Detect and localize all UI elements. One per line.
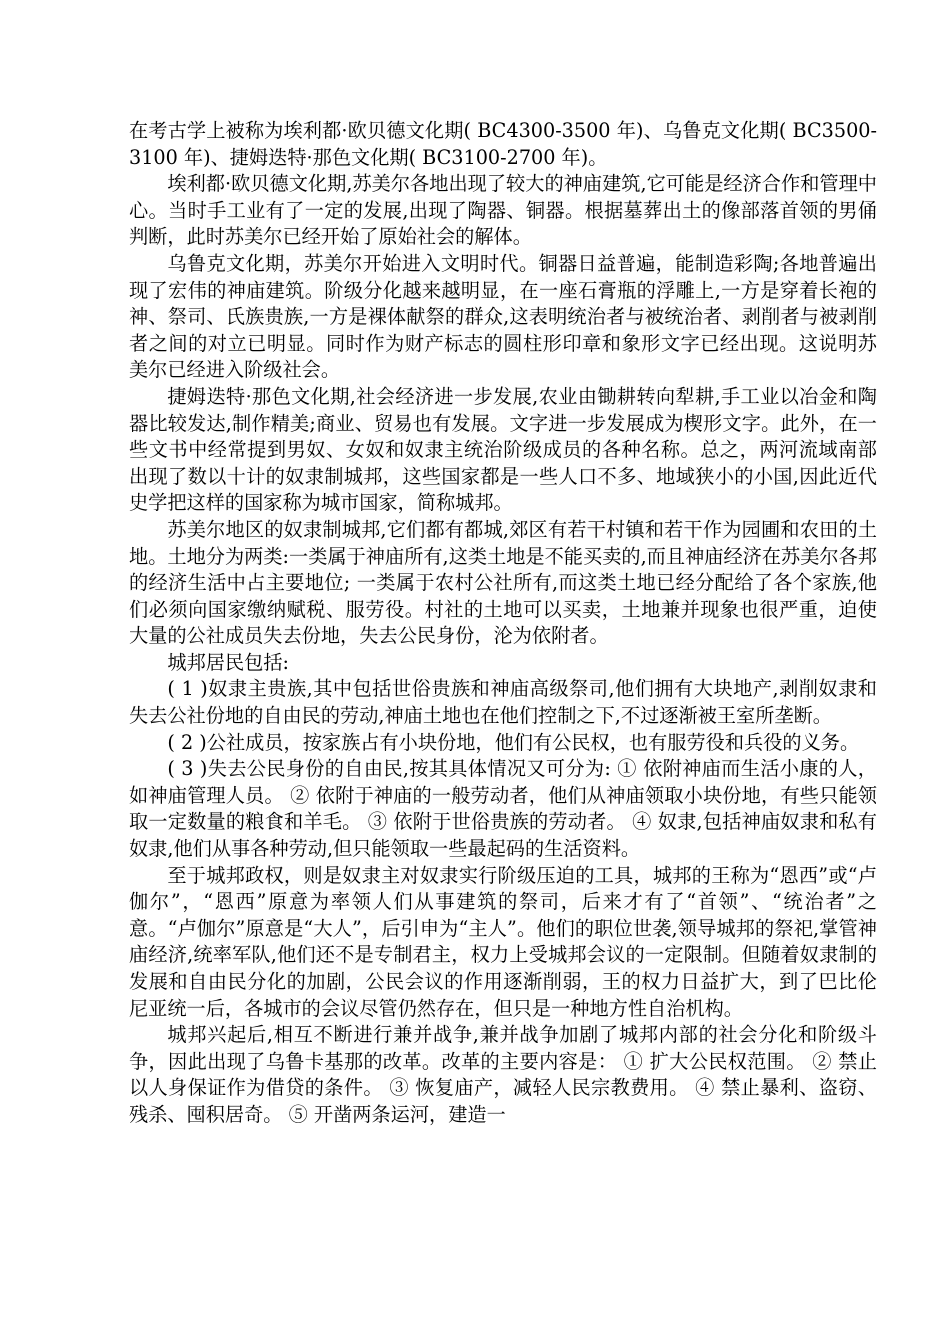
list-item-free-people: ( 3 )失去公民身份的自由民,按其具体情况又可分为: ① 依附神庙而生活小康的人，如神庙管理人员。 ② 依附于神庙的一般劳动者，他们从神庙领取小块份地，有些只能领取一定数量的粮食和羊毛。 ③ 依附于世俗贵族的劳动者。 ④ 奴隶,包括神庙奴隶和私有奴隶,他们从事各种劳动,但只能领取一些最起码的生活资料。 bbox=[129, 757, 877, 861]
paragraph-residents-heading: 城邦居民包括: bbox=[167, 650, 289, 674]
paragraph-sumer-city-states: 苏美尔地区的奴隶制城邦,它们都有都城,郊区有若干村镇和若干作为园圃和农田的土地。土地分为两类:一类属于神庙所有,这类土地是不能买卖的,而且神庙经济在苏美尔各邦的经济生活中占主要地位; 一类属于农村公社所有,而这类土地已经分配给了各个家族,他们必须向国家缴纳赋税、服劳役。村社的土地可以买卖，土地兼并现象也很严重，迫使大量的公社成员失去份地，失去公民身份，沦为依附者。 bbox=[129, 517, 877, 648]
list-item-commune-members: ( 2 )公社成员，按家族占有小块份地，他们有公民权，也有服劳役和兵役的义务。 bbox=[167, 730, 860, 754]
document-body bbox=[129, 118, 877, 1129]
paragraph-city-state-government: 至于城邦政权，则是奴隶主对奴隶实行阶级压迫的工具，城邦的王称为“恩西”或“卢伽尔”，“恩西”原意为率领人们从事建筑的祭司，后来才有了“首领”、“统治者”之意。“卢伽尔”原意是“大人”，后引申为“主人”。他们的职位世袭,领导城邦的祭祀,掌管神庙经济,统率军队,他们还不是专制君主，权力上受城邦会议的一定限制。但随着奴隶制的发展和自由民分化的加剧，公民会议的作用逐渐削弱，王的权力日益扩大，到了巴比伦尼亚统一后，各城市的会议尽管仍然存在，但只是一种地方性自治机构。 bbox=[129, 863, 877, 1020]
list-item-slave-owners: ( 1 )奴隶主贵族,其中包括世俗贵族和神庙高级祭司,他们拥有大块地产,剥削奴隶和失去公社份地的自由民的劳动,神庙土地也在他们控制之下,不过逐渐被王室所垄断。 bbox=[129, 677, 877, 728]
paragraph-culture-periods: 在考古学上被称为埃利都·欧贝德文化期( BC4300-3500 年)、乌鲁克文化期( BC3500-3100 年)、捷姆迭特·那色文化期( BC3100-2700 年)。 bbox=[129, 119, 877, 169]
paragraph-uruk: 乌鲁克文化期，苏美尔开始进入文明时代。铜器日益普遍，能制造彩陶;各地普遍出现了宏伟的神庙建筑。阶级分化越来越明显，在一座石膏瓶的浮雕上,一方是穿着长袍的神、祭司、氏族贵族,一方是裸体献祭的群众,这表明统治者与被统治者、剥削者与被剥削者之间的对立已明显。同时作为财产标志的圆柱形印章和象形文字已经出现。这说明苏美尔已经进入阶级社会。 bbox=[129, 251, 877, 382]
paragraph-urukagina-reform: 城邦兴起后,相互不断进行兼并战争,兼并战争加剧了城邦内部的社会分化和阶级斗争，因此出现了乌鲁卡基那的改革。改革的主要内容是： ① 扩大公民权范围。 ② 禁止以人身保证作为借贷的条件。 ③ 恢复庙产，减轻人民宗教费用。 ④ 禁止暴利、盗窃、残杀、囤积居奇。 ⑤ 开凿两条运河，建造一 bbox=[129, 1023, 877, 1126]
paragraph-eridu-ubaid: 埃利都·欧贝德文化期,苏美尔各地出现了较大的神庙建筑,它可能是经济合作和管理中心。当时手工业有了一定的发展,出现了陶器、铜器。根据墓葬出土的像部落首领的男俑判断，此时苏美尔已经开始了原始社会的解体。 bbox=[129, 172, 877, 249]
paragraph-jemdet-nasr: 捷姆迭特·那色文化期,社会经济进一步发展,农业由锄耕转向犁耕,手工业以冶金和陶器比较发达,制作精美;商业、贸易也有发展。文字进一步发展成为楔形文字。此外，在一些文书中经常提到男奴、女奴和奴隶主统治阶级成员的各种名称。总之，两河流域南部出现了数以十计的奴隶制城邦，这些国家都是一些人口不多、地域狭小的小国,因此近代史学把这样的国家称为城市国家，简称城邦。 bbox=[129, 384, 877, 515]
